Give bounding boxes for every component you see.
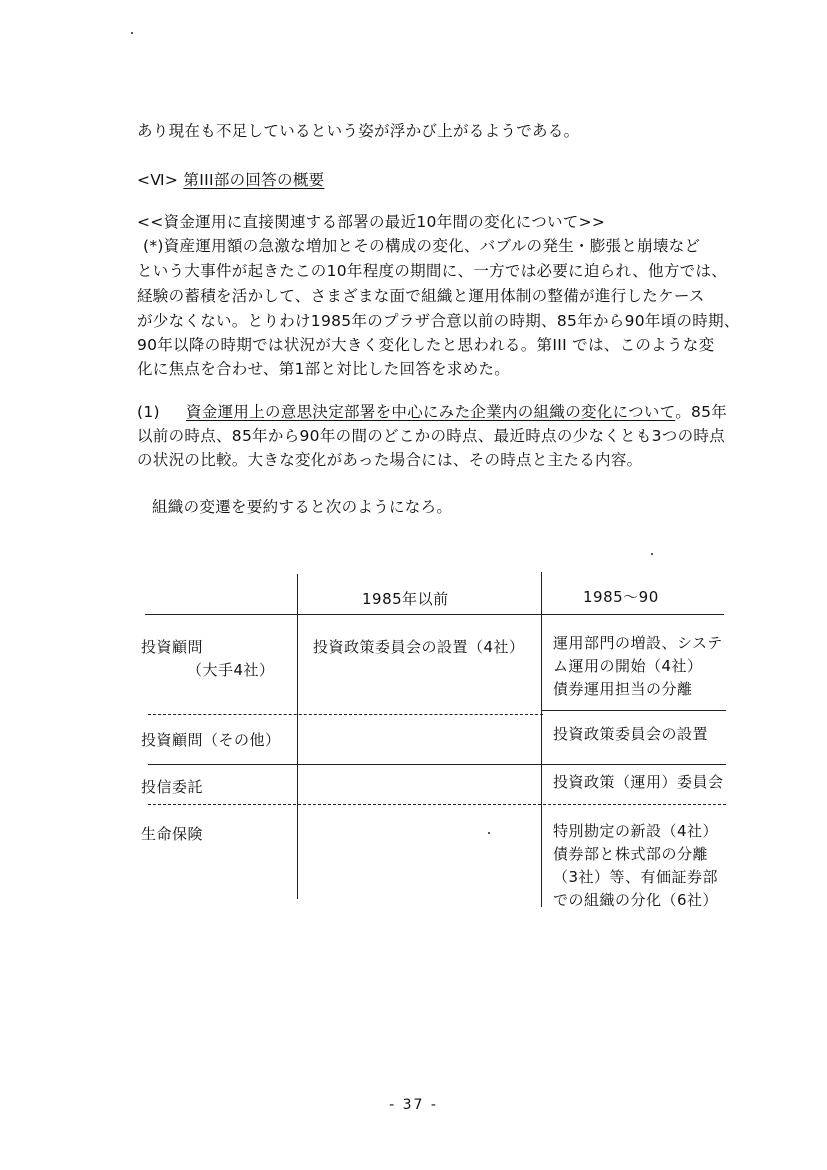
row1-col2-line3: 債券運用担当の分離 (553, 680, 693, 698)
subheading: <<資金運用に直接関連する部署の最近10年間の変化について>> (137, 213, 606, 231)
scan-speck (488, 832, 490, 834)
row1-col2-line1: 運用部門の増設、システ (553, 634, 723, 652)
para1-line-4: が少なくない。とりわけ1985年のプラザ合意以前の時期、85年から90年頃の時期、 (137, 312, 740, 330)
table-row-rule-1b (541, 710, 726, 711)
table-vertical-rule-1 (297, 574, 298, 899)
row1-col2-line2: ム運用の開始（4社） (553, 657, 703, 675)
table-row-rule-2 (148, 764, 726, 765)
section-title-text: 第III部の回答の概要 (183, 171, 325, 189)
para1-line-5: 90年以降の時期では状況が大きく変化したと思われる。第III では、このような変 (137, 336, 715, 354)
row1-label-line1: 投資顧問 (141, 638, 204, 656)
para1-line-3: 経験の蓄積を活かして、さまざまな面で組織と運用体制の整備が進行したケース (137, 287, 705, 305)
item1-title-rest: 。85年 (675, 403, 728, 421)
scan-speck (651, 553, 653, 555)
body-text-line: あり現在も不足しているという姿が浮かび上がるようである。 (137, 122, 580, 140)
table-header-1985-before: 1985年以前 (362, 590, 449, 608)
table-vertical-rule-2 (541, 572, 542, 907)
section-title-prefix: <Ⅵ> (137, 171, 179, 189)
row4-label: 生命保険 (141, 825, 204, 843)
item1-number: (1) (137, 403, 160, 421)
row3-col2: 投資政策（運用）委員会 (553, 773, 724, 791)
item1-line-2: 以前の時点、85年から90年の間のどこかの時点、最近時点の少なくとも3つの時点 (137, 427, 726, 445)
row1-col1: 投資政策委員会の設置（4社） (313, 638, 525, 656)
table-row-rule-3 (148, 804, 726, 805)
row4-col2-line1: 特別勘定の新設（4社） (553, 822, 719, 840)
item1-line-3: の状況の比較。大きな変化があった場合には、その時点と主たる内容。 (137, 451, 643, 469)
table-row-rule-1 (148, 714, 543, 715)
scan-speck (131, 32, 133, 34)
row2-col2: 投資政策委員会の設置 (553, 725, 709, 743)
summary-text: 組織の変遷を要約すると次のようになろ。 (152, 498, 453, 516)
row4-col2-line4: での組織の分化（6社） (553, 891, 719, 909)
page-number: - 37 - (389, 1097, 438, 1113)
para1-line-2: という大事件が起きたこの10年程度の期間に、一方では必要に迫られ、他方では、 (137, 262, 728, 280)
row3-label: 投信委託 (141, 778, 204, 796)
row4-col2-line2: 債券部と株式部の分離 (553, 845, 709, 863)
table-header-rule (145, 614, 724, 615)
row2-label: 投資顧問（その他） (141, 731, 281, 749)
table-header-1985-90: 1985～90 (583, 588, 659, 606)
para1-line-1: (*)資産運用額の急激な増加とその構成の変化、バブルの発生・膨張と崩壊など (143, 237, 701, 255)
item1-title: 資金運用上の意思決定部署を中心にみた企業内の組織の変化について (186, 403, 676, 421)
row1-label-line2: （大手4社） (187, 661, 275, 679)
row4-col2-line3: （3社）等、有価証券部 (553, 868, 719, 886)
para1-line-6: 化に焦点を合わせ、第1部と対比した回答を求めた。 (137, 360, 511, 378)
